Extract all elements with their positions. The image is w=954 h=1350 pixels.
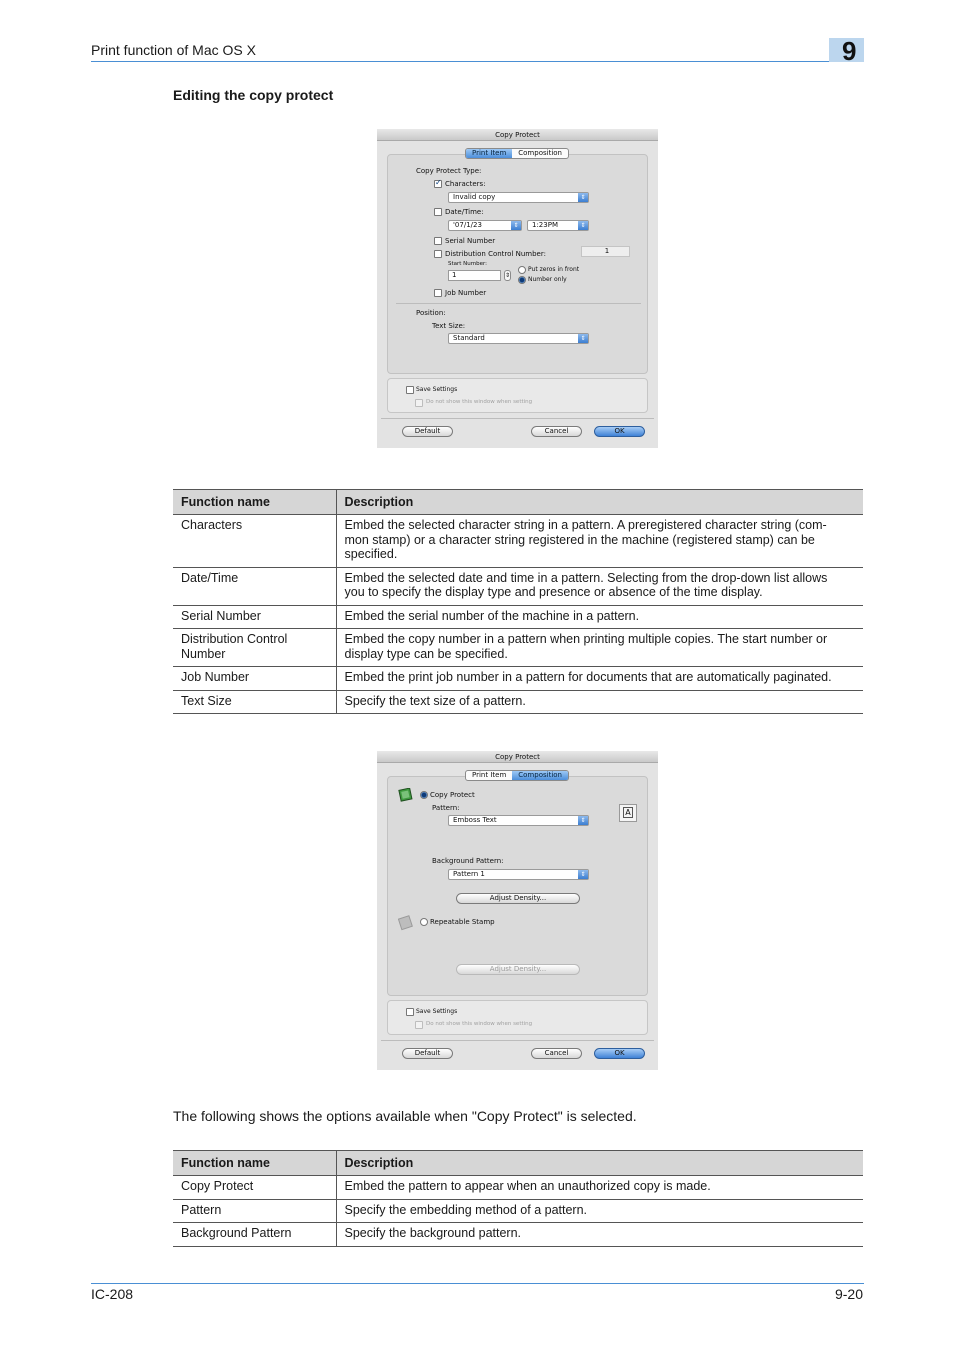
copy-protect-label: Copy Protect	[430, 791, 475, 799]
column-header-function-name: Function name	[173, 490, 336, 515]
save-settings-label: Save Settings	[416, 386, 458, 393]
select-arrows-icon: ⇕	[578, 193, 588, 202]
copy-protect-dialog-print-item	[377, 129, 658, 448]
composition-panel	[387, 776, 648, 996]
save-settings-label: Save Settings	[416, 1008, 458, 1015]
table-row	[173, 1199, 863, 1223]
description-cell: Specify the text size of a pattern.	[336, 690, 863, 714]
serial-number-label: Serial Number	[445, 237, 496, 245]
description-cell: Embed the serial number of the machine in a pattern.	[336, 605, 863, 629]
divider	[396, 303, 641, 304]
description-cell: Embed the copy number in a pattern when printing multiple copies. The start number or display type can be specified.	[336, 629, 863, 667]
select-arrows-icon: ⇕	[511, 221, 521, 230]
select-arrows-icon: ⇕	[578, 334, 588, 343]
select-arrows-icon: ⇕	[578, 870, 588, 879]
cancel-button[interactable]: Cancel	[531, 1048, 582, 1059]
adjust-density-button-disabled[interactable]: Adjust Density...	[456, 964, 580, 975]
background-pattern-label: Background Pattern:	[432, 857, 504, 865]
default-button[interactable]: Default	[402, 1048, 453, 1059]
put-zeros-label: Put zeros in front	[528, 266, 580, 273]
select-arrows-icon: ⇕	[578, 816, 588, 825]
description-cell: Embed the selected character string in a pattern. A preregistered character string (com- mon stamp) or a character string registered in the machine (registered stamp) can be specified.	[336, 515, 863, 568]
copy-protect-pattern-icon	[398, 788, 414, 802]
function-name-cell: Serial Number	[173, 605, 336, 629]
header-rule	[91, 61, 864, 62]
date-value: '07/1/23	[453, 221, 482, 229]
copy-protect-radio[interactable]	[420, 791, 428, 799]
repeatable-stamp-radio[interactable]	[420, 918, 428, 926]
footer-model: IC-208	[91, 1286, 134, 1302]
repeatable-stamp-label: Repeatable Stamp	[430, 918, 495, 926]
pattern-select[interactable]	[448, 815, 589, 826]
save-settings-checkbox[interactable]	[406, 386, 414, 394]
dcn-checkbox[interactable]	[434, 250, 442, 258]
do-not-show-checkbox[interactable]	[415, 1021, 423, 1029]
ok-button[interactable]: OK	[594, 1048, 645, 1059]
default-button[interactable]: Default	[402, 426, 453, 437]
section-title: Editing the copy protect	[173, 87, 334, 103]
function-name-cell: Date/Time	[173, 567, 336, 605]
datetime-checkbox[interactable]	[434, 208, 442, 216]
function-name-cell: Job Number	[173, 667, 336, 691]
put-zeros-radio[interactable]	[518, 266, 526, 274]
save-settings-checkbox[interactable]	[406, 1008, 414, 1016]
function-name-cell: Text Size	[173, 690, 336, 714]
footer-rule	[91, 1283, 864, 1284]
table-row	[173, 690, 863, 714]
table-header-row	[173, 490, 863, 515]
adjust-density-button[interactable]: Adjust Density...	[456, 893, 580, 904]
copy-protect-type-label: Copy Protect Type:	[416, 167, 482, 175]
number-only-radio[interactable]	[518, 276, 526, 284]
function-name-cell: Copy Protect	[173, 1176, 336, 1200]
description-cell: Embed the print job number in a pattern for documents that are automatically paginated.	[336, 667, 863, 691]
copy-protect-dialog-composition	[377, 751, 658, 1070]
ok-button[interactable]: OK	[594, 426, 645, 437]
save-settings-panel	[387, 378, 648, 413]
time-value: 1:23PM	[532, 221, 558, 229]
cancel-button[interactable]: Cancel	[531, 426, 582, 437]
function-name-cell: Characters	[173, 515, 336, 568]
description-cell: Embed the pattern to appear when an unauthorized copy is made.	[336, 1176, 863, 1200]
description-cell: Embed the selected date and time in a pattern. Selecting from the drop-down list allows you to specify the display type and presence or absence of the time display.	[336, 567, 863, 605]
start-number-field[interactable]: 1	[448, 270, 501, 281]
do-not-show-label: Do not show this window when setting	[426, 1021, 533, 1027]
stepper-icon[interactable]: ⇕	[505, 272, 511, 279]
function-name-cell: Distribution Control Number	[173, 629, 336, 667]
description-cell: Specify the background pattern.	[336, 1223, 863, 1247]
divider	[381, 418, 654, 419]
chapter-number: 9	[842, 36, 857, 66]
tab-composition[interactable]: Composition	[512, 771, 568, 780]
table-row	[173, 1223, 863, 1247]
tab-control	[465, 148, 569, 159]
background-pattern-value: Pattern 1	[453, 870, 485, 878]
dialog-title: Copy Protect	[377, 751, 658, 763]
footer-page-number: 9-20	[834, 1286, 863, 1302]
dialog-title: Copy Protect	[377, 129, 658, 141]
dcn-label: Distribution Control Number:	[445, 250, 546, 258]
text-size-select[interactable]	[448, 333, 589, 344]
characters-select[interactable]	[448, 192, 589, 203]
table-row	[173, 667, 863, 691]
datetime-label: Date/Time:	[445, 208, 484, 216]
text-size-label: Text Size:	[432, 322, 466, 330]
description-cell: Specify the embedding method of a pattern.	[336, 1199, 863, 1223]
do-not-show-label: Do not show this window when setting	[426, 399, 533, 405]
table-row	[173, 605, 863, 629]
characters-checkbox[interactable]	[434, 180, 442, 188]
dcn-field[interactable]: 1	[581, 246, 630, 257]
tab-print-item[interactable]: Print Item	[466, 149, 512, 158]
background-pattern-select[interactable]	[448, 869, 589, 880]
position-label: Position:	[416, 309, 446, 317]
function-name-cell: Background Pattern	[173, 1223, 336, 1247]
table-row	[173, 1176, 863, 1200]
divider	[381, 1040, 654, 1041]
table-header-row	[173, 1151, 863, 1176]
intro-paragraph: The following shows the options available when "Copy Protect" is selected.	[173, 1108, 637, 1124]
text-size-value: Standard	[453, 334, 485, 342]
job-number-label: Job Number	[445, 289, 487, 297]
table-row	[173, 515, 863, 568]
job-number-checkbox[interactable]	[434, 289, 442, 297]
number-only-label: Number only	[528, 276, 567, 283]
column-header-description: Description	[336, 1151, 863, 1176]
pattern-label: Pattern:	[432, 804, 460, 812]
pattern-preview	[619, 804, 637, 822]
column-header-function-name: Function name	[173, 1151, 336, 1176]
function-table-print-item	[173, 489, 863, 714]
serial-number-checkbox[interactable]	[434, 237, 442, 245]
time-select[interactable]	[527, 220, 589, 231]
print-item-panel	[387, 154, 648, 374]
characters-value: Invalid copy	[453, 193, 496, 201]
table-row	[173, 567, 863, 605]
tab-control	[465, 770, 569, 781]
function-table-composition	[173, 1150, 863, 1247]
table-row	[173, 629, 863, 667]
save-settings-panel	[387, 1000, 648, 1035]
do-not-show-checkbox[interactable]	[415, 399, 423, 407]
tab-composition[interactable]: Composition	[518, 149, 562, 157]
date-select[interactable]	[448, 220, 522, 231]
function-name-cell: Pattern	[173, 1199, 336, 1223]
pattern-preview-glyph: A	[623, 807, 633, 818]
repeatable-stamp-icon	[398, 915, 414, 931]
start-number-label: Start Number:	[448, 261, 488, 267]
tab-print-item[interactable]: Print Item	[472, 771, 507, 779]
select-arrows-icon: ⇕	[578, 221, 588, 230]
characters-label: Characters:	[445, 180, 486, 188]
pattern-value: Emboss Text	[453, 816, 497, 824]
running-header-title: Print function of Mac OS X	[91, 42, 256, 58]
column-header-description: Description	[336, 490, 863, 515]
